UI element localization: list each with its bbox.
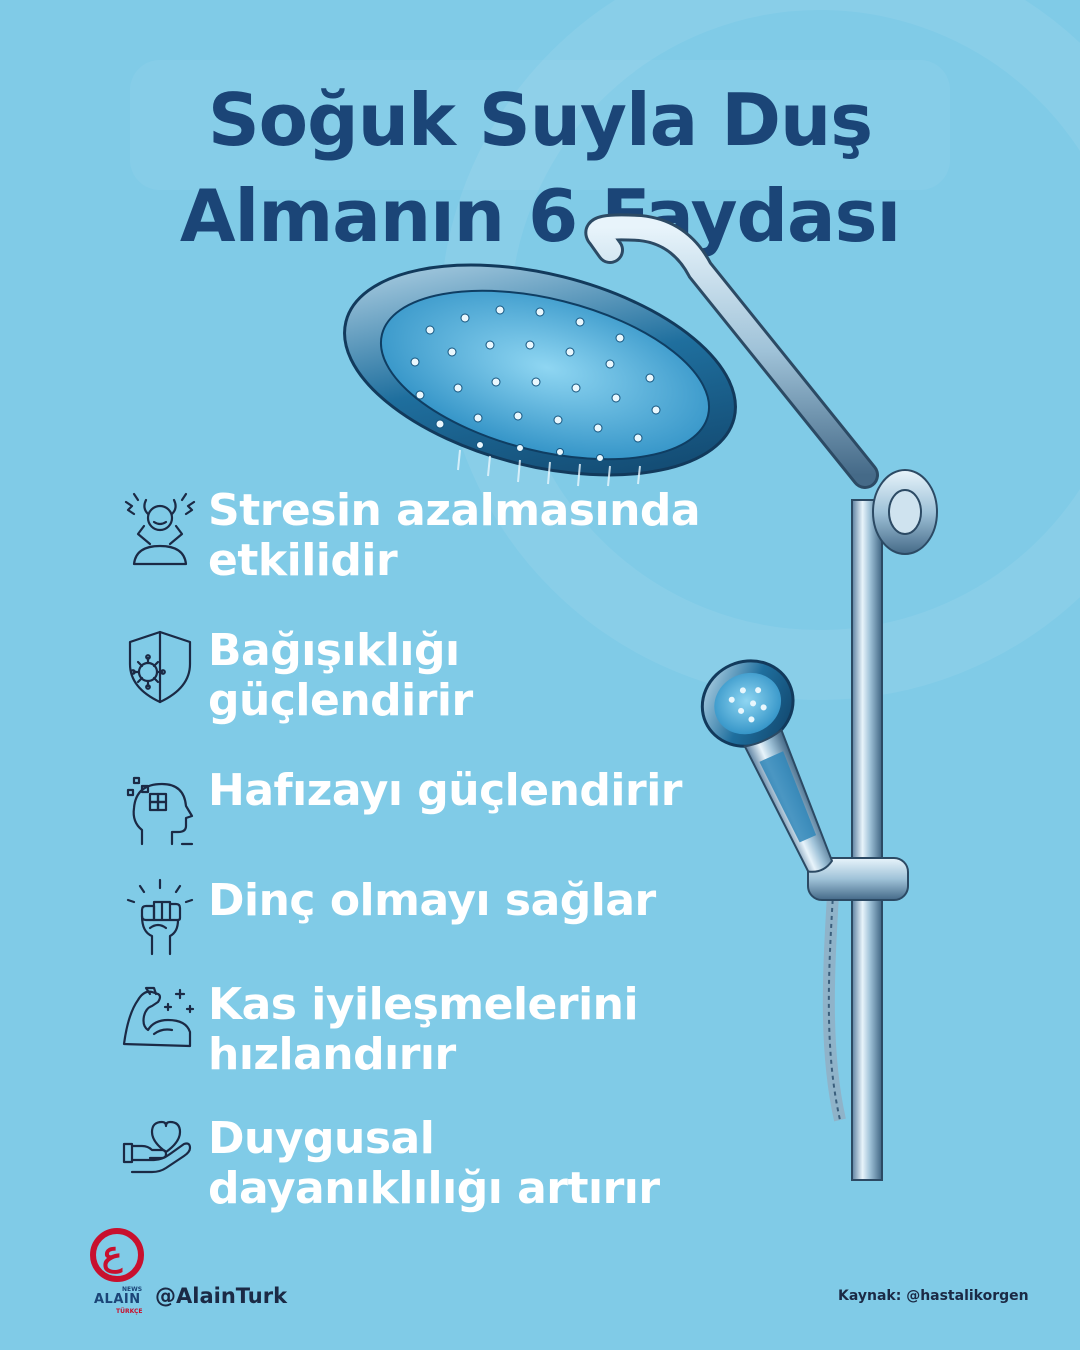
logo-subtitle: TÜRKÇE: [116, 1308, 143, 1315]
benefit-text: Hafızayı güçlendirir: [208, 765, 682, 816]
logo-name: ALAIN: [94, 1292, 141, 1307]
source-credit: Kaynak: @hastalikorgen: [838, 1288, 1029, 1304]
logo-news: NEWS: [122, 1286, 143, 1293]
shield-virus-icon: [120, 626, 200, 706]
raised-fist-icon: [120, 876, 200, 956]
benefit-resilience: [120, 1114, 748, 1214]
benefit-text: Stresin azalmasında etkilidir: [208, 485, 701, 586]
flexed-arm-icon: [120, 980, 200, 1060]
benefit-text: Bağışıklığı güçlendirir: [208, 625, 473, 726]
benefit-text: Dinç olmayı sağlar: [208, 875, 656, 926]
social-handle[interactable]: @AlainTurk: [155, 1284, 288, 1308]
benefit-muscle: [120, 980, 748, 1080]
benefit-text: Duygusal dayanıklılığı artırır: [208, 1113, 660, 1214]
hand-heart-icon: [120, 1114, 200, 1194]
benefit-stress: [120, 486, 748, 586]
benefit-vigor: [120, 876, 748, 956]
title-line-1: Soğuk Suyla Duş: [207, 78, 873, 162]
brand-logo: [88, 1228, 148, 1328]
brain-head-icon: [120, 766, 200, 846]
stressed-person-icon: [120, 486, 200, 566]
title-line-2: Almanın 6 Faydası: [179, 174, 901, 258]
benefit-immunity: [120, 626, 748, 726]
benefit-text: Kas iyileşmelerini hızlandırır: [208, 979, 639, 1080]
logo-mark: ع: [102, 1234, 123, 1274]
benefit-memory: [120, 766, 748, 846]
